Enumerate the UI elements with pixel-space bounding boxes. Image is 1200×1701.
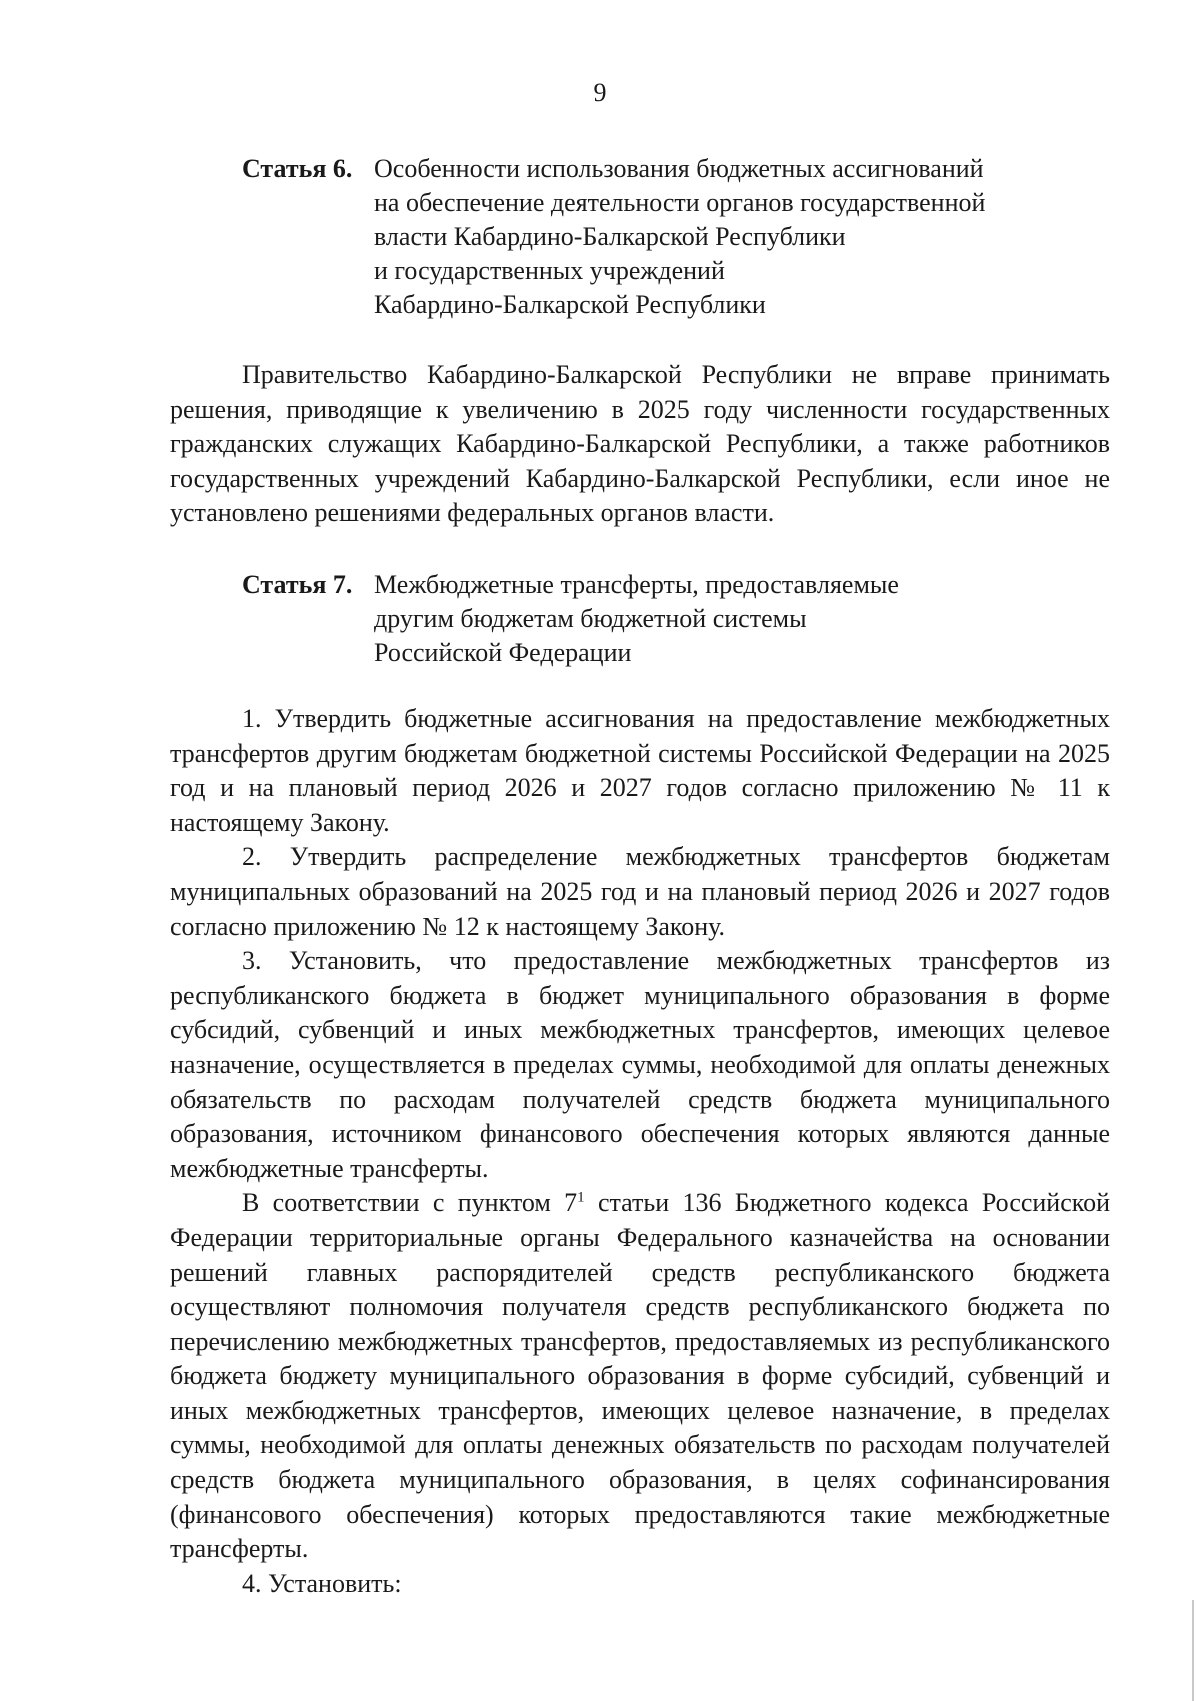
article-7-paragraph-5: 4. Установить: bbox=[242, 1568, 402, 1598]
article-7-paragraph-3: 3. Установить, что предоставление межбюджетных трансфертов из республиканского бюджета в бюджет муниципального образования в форме субсидий, субвенций и иных межбюджетных трансфертов, имеющих целевое назначение, осуществляется в пределах суммы, необходимой для оплаты денежных обязательств по расходам получателей средств бюджета муниципального образования, источником финансового обеспечения которых являются данные межбюджетные трансферты. bbox=[170, 946, 1110, 1183]
article-6-title-line: власти Кабардино-Балкарской Республики bbox=[374, 222, 846, 251]
article-7-title-line: другим бюджетам бюджетной системы bbox=[374, 604, 807, 633]
article-7-paragraph-1: 1. Утвердить бюджетные ассигнования на предоставление межбюджетных трансфертов другим бюджетам бюджетной системы Российской Федерации на 2025 год и на плановый период 2026 и 2027 годов согласно приложению № 11 к настоящему Закону. bbox=[170, 704, 1110, 837]
article-7-paragraph-4 bbox=[170, 1186, 1110, 1567]
article-6-title-line: Особенности использования бюджетных ассигнований bbox=[374, 154, 984, 183]
article-7-title-line: Российской Федерации bbox=[374, 638, 632, 667]
article-7-title-line: Межбюджетные трансферты, предоставляемые bbox=[374, 570, 899, 599]
article-6-title-line: и государственных учреждений bbox=[374, 256, 725, 285]
article-7-paragraph-2: 2. Утвердить распределение межбюджетных трансфертов бюджетам муниципальных образований на 2025 год и на плановый период 2026 и 2027 годов согласно приложению № 12 к настоящему Закону. bbox=[170, 842, 1110, 941]
paragraph-4-start: В соответствии с пунктом 7 bbox=[242, 1188, 578, 1218]
article-6-paragraph: Правительство Кабардино-Балкарской Республики не вправе принимать решения, приводящие к увеличению в 2025 году численности государственных гражданских служащих Кабардино-Балкарской Республики, а также работников государственных учреждений Кабардино-Балкарской Республики, если иное не установлено решениями федеральных органов власти. bbox=[170, 360, 1110, 528]
article-6-label: Статья 6. bbox=[242, 154, 353, 183]
article-7-title bbox=[374, 568, 1062, 670]
footnote-superscript: 1 bbox=[577, 1189, 585, 1206]
article-6-title bbox=[374, 152, 1062, 322]
article-6-heading bbox=[242, 152, 1062, 322]
article-7-body bbox=[170, 702, 1110, 1601]
page-number: 9 bbox=[593, 78, 607, 107]
scan-edge-mark bbox=[1192, 1600, 1194, 1701]
paragraph-4-rest: статьи 136 Бюджетного кодекса Российской Федерации территориальные органы Федерального казначейства на основании решений главных распорядителей средств республиканского бюджета осуществляют полномочия получателя средств республиканского бюджета по перечислению межбюджетных трансфертов, предоставляемых из республиканского бюджета бюджету муниципального образования в форме субсидий, субвенций и иных межбюджетных трансфертов, имеющих целевое назначение, в пределах суммы, необходимой для оплаты денежных обязательств по расходам получателей средств бюджета муниципального образования, в целях софинансирования (финансового обеспечения) которых предоставляются такие межбюджетные трансферты. bbox=[170, 1188, 1110, 1564]
article-7-heading bbox=[242, 568, 1062, 670]
article-6-title-line: на обеспечение деятельности органов государственной bbox=[374, 188, 986, 217]
article-6-title-line: Кабардино-Балкарской Республики bbox=[374, 290, 766, 319]
article-7-label: Статья 7. bbox=[242, 570, 353, 599]
article-6-body bbox=[170, 358, 1110, 531]
